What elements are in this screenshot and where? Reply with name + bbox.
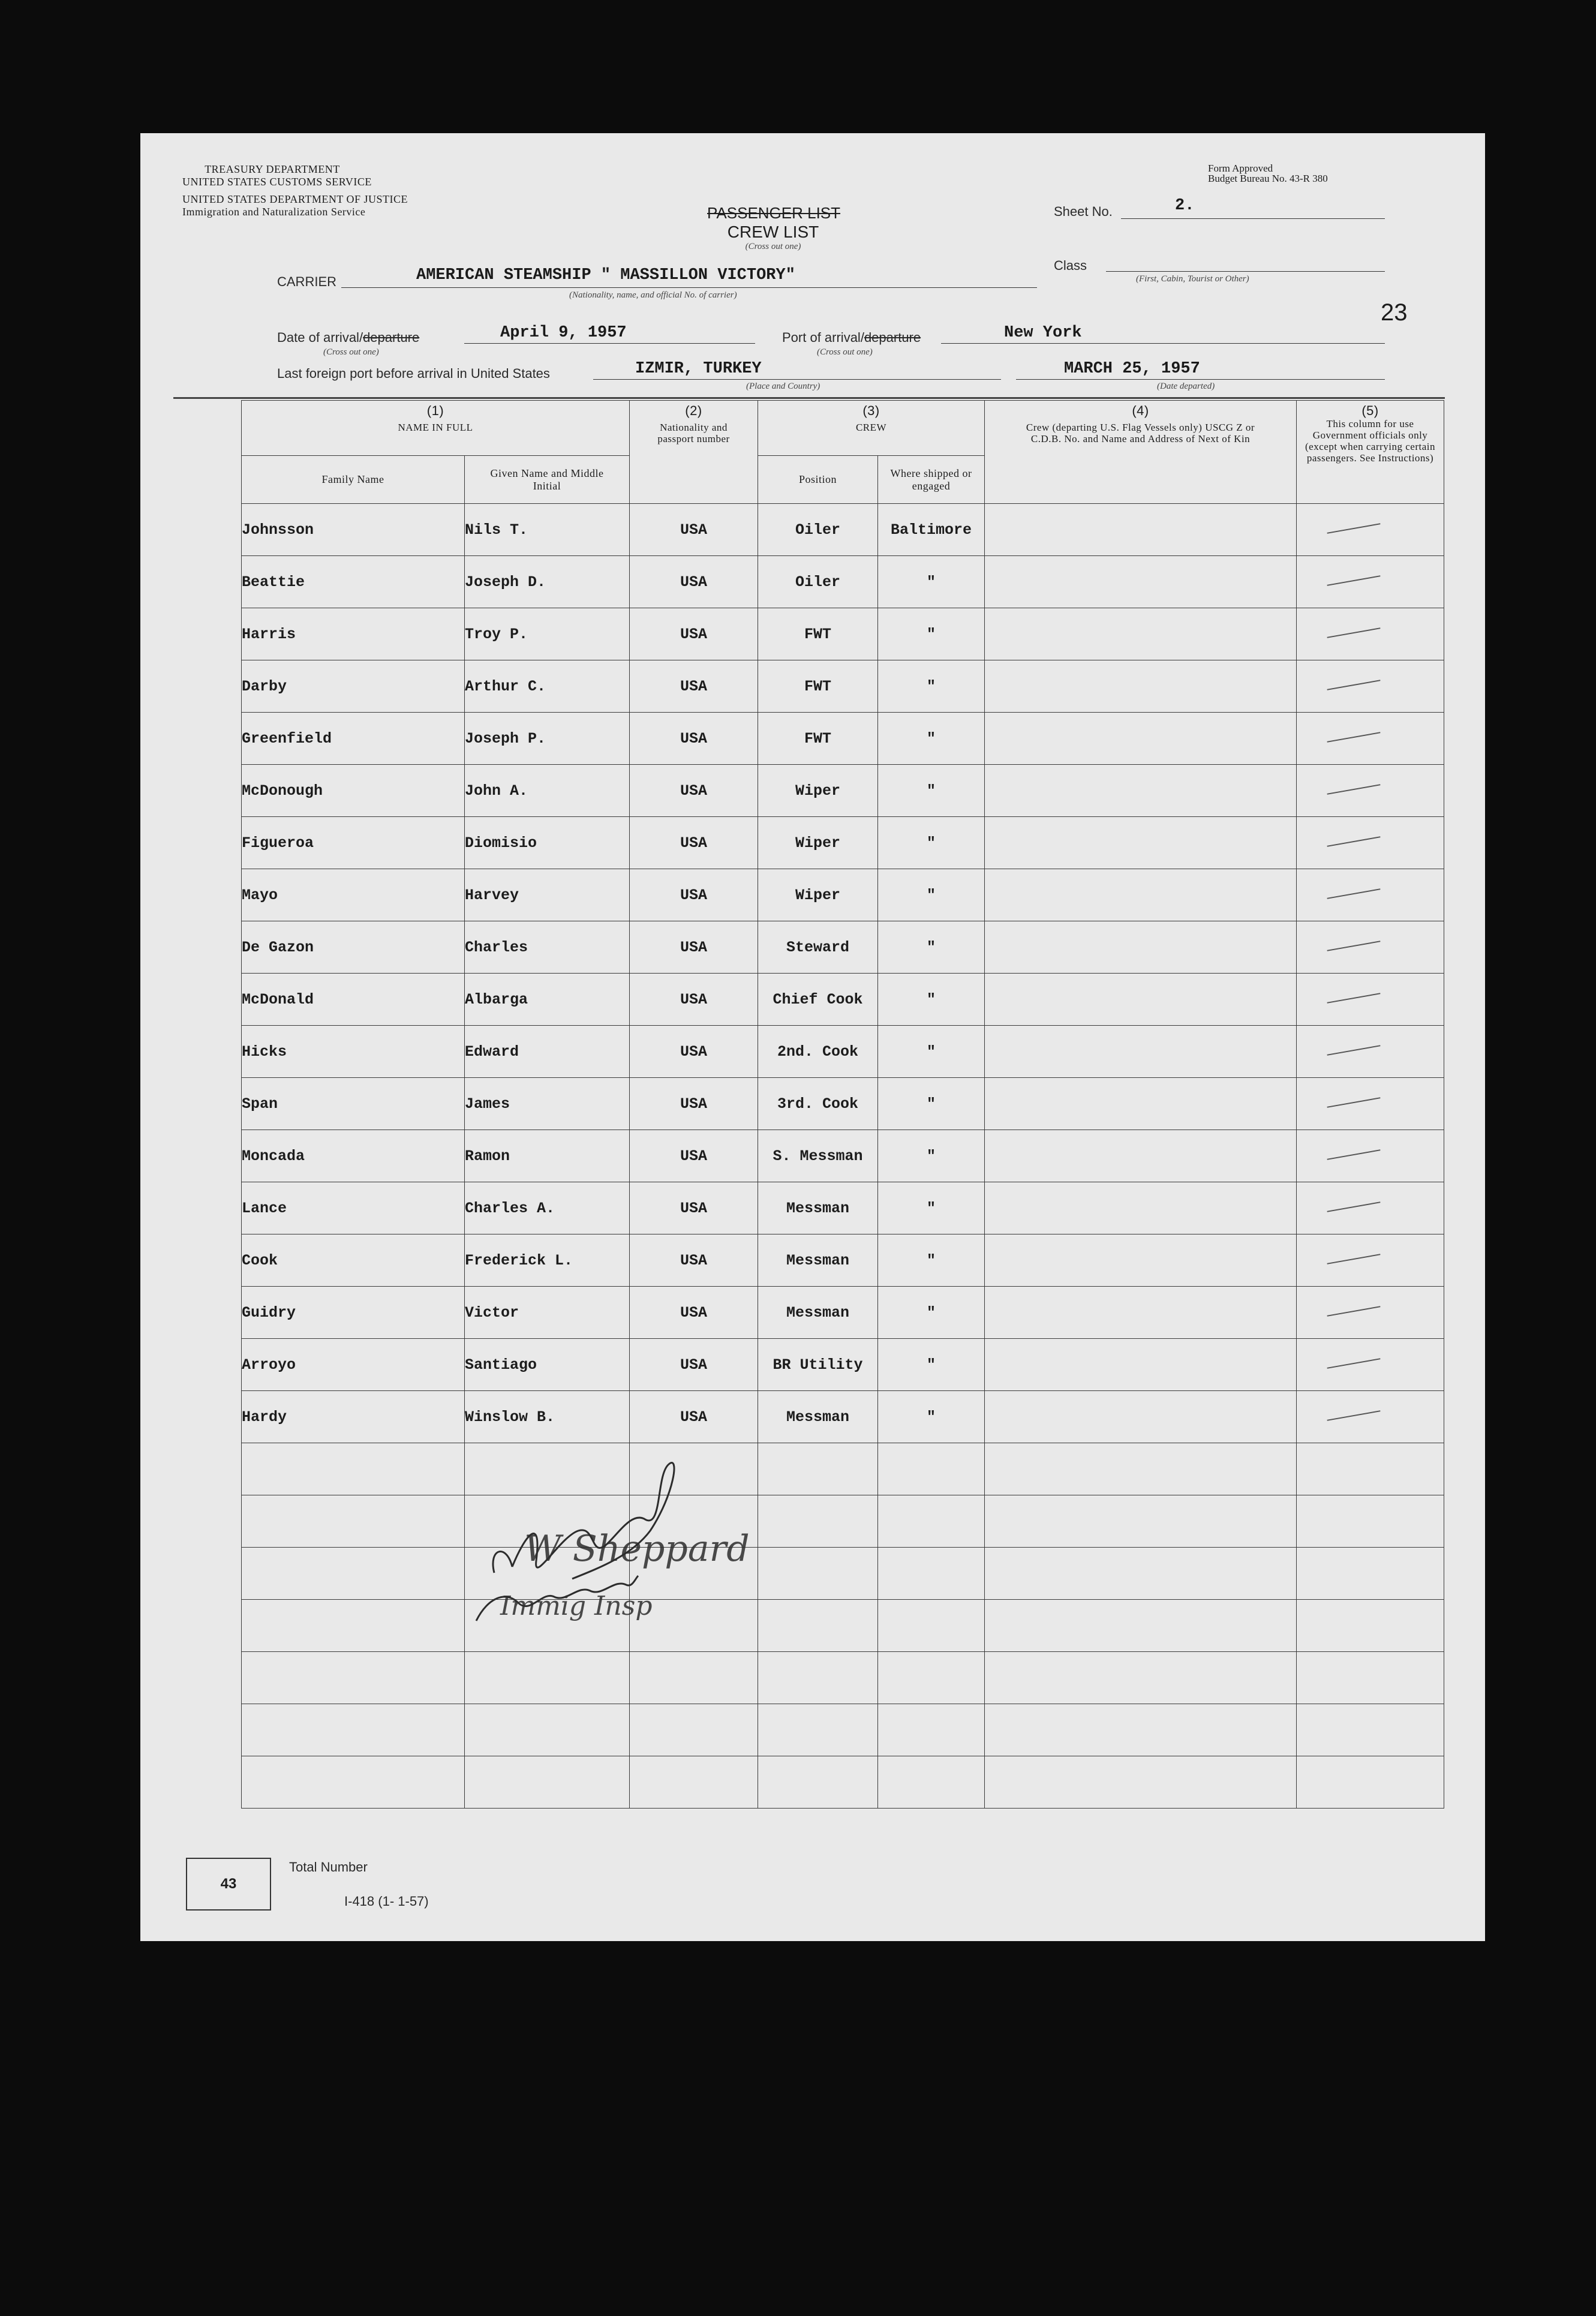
shipped-cell: "	[878, 765, 985, 817]
col-position: Position	[758, 456, 878, 504]
position-cell: Wiper	[758, 817, 878, 869]
departed-value: MARCH 25, 1957	[1064, 360, 1200, 378]
check-mark	[1327, 1045, 1381, 1056]
family-name-cell: McDonough	[242, 765, 465, 817]
position-cell: FWT	[758, 713, 878, 765]
position-cell: 3rd. Cook	[758, 1078, 878, 1130]
class-label: Class	[1054, 258, 1087, 273]
class-hint: (First, Cabin, Tourist or Other)	[1136, 274, 1249, 284]
col-4-header	[985, 401, 1297, 504]
col-3-title: CREW	[855, 422, 887, 433]
next-of-kin-cell	[985, 817, 1297, 869]
position-cell: Messman	[758, 1391, 878, 1443]
blank-row	[242, 1443, 1444, 1495]
given-name-cell: Arthur C.	[465, 660, 630, 713]
official-use-cell	[1297, 713, 1444, 765]
shipped-cell: "	[878, 1182, 985, 1234]
blank-cell	[630, 1652, 758, 1704]
nationality-cell: USA	[630, 504, 758, 556]
shipped-cell: "	[878, 869, 985, 921]
blank-cell	[878, 1600, 985, 1652]
blank-row	[242, 1704, 1444, 1756]
next-of-kin-cell	[985, 713, 1297, 765]
check-mark	[1327, 1410, 1381, 1421]
nationality-cell: USA	[630, 1130, 758, 1182]
check-mark	[1327, 680, 1381, 690]
blank-cell	[1297, 1704, 1444, 1756]
shipped-cell: "	[878, 921, 985, 974]
nationality-cell: USA	[630, 869, 758, 921]
form-approved-block	[1208, 163, 1328, 184]
cross-out-hint: (Cross out one)	[745, 242, 801, 251]
blank-cell	[758, 1443, 878, 1495]
col-4-number: (4)	[1132, 403, 1149, 418]
position-cell: Wiper	[758, 765, 878, 817]
check-mark	[1327, 523, 1381, 534]
blank-cell	[1297, 1495, 1444, 1548]
given-name-cell: Winslow B.	[465, 1391, 630, 1443]
next-of-kin-cell	[985, 869, 1297, 921]
blank-cell	[465, 1652, 630, 1704]
blank-cell	[878, 1495, 985, 1548]
nationality-cell: USA	[630, 713, 758, 765]
official-use-cell	[1297, 1130, 1444, 1182]
next-of-kin-cell	[985, 660, 1297, 713]
blank-cell	[758, 1756, 878, 1809]
shipped-cell: "	[878, 1130, 985, 1182]
next-of-kin-cell	[985, 1026, 1297, 1078]
position-cell: Wiper	[758, 869, 878, 921]
crew-table	[241, 400, 1444, 1809]
table-row	[242, 556, 1444, 608]
table-row	[242, 1078, 1444, 1130]
official-use-cell	[1297, 504, 1444, 556]
given-name-cell: Harvey	[465, 869, 630, 921]
blank-row	[242, 1548, 1444, 1600]
family-name-cell: Harris	[242, 608, 465, 660]
blank-cell	[878, 1443, 985, 1495]
blank-cell	[242, 1600, 465, 1652]
date-arrival-value: April 9, 1957	[500, 324, 627, 342]
nationality-cell: USA	[630, 817, 758, 869]
given-name-cell: Diomisio	[465, 817, 630, 869]
given-name-cell: Joseph P.	[465, 713, 630, 765]
official-use-cell	[1297, 817, 1444, 869]
shipped-cell: "	[878, 713, 985, 765]
nationality-cell: USA	[630, 974, 758, 1026]
nationality-cell: USA	[630, 556, 758, 608]
dept-line-4: Immigration and Naturalization Service	[182, 206, 366, 218]
form-number: I-418 (1- 1-57)	[344, 1894, 429, 1909]
blank-cell	[242, 1756, 465, 1809]
official-use-cell	[1297, 974, 1444, 1026]
blank-row	[242, 1600, 1444, 1652]
position-cell: S. Messman	[758, 1130, 878, 1182]
nationality-cell: USA	[630, 1026, 758, 1078]
family-name-cell: Arroyo	[242, 1339, 465, 1391]
col-3-header	[758, 401, 985, 456]
inspector-signature	[452, 1441, 750, 1627]
position-cell: Messman	[758, 1182, 878, 1234]
blank-cell	[985, 1756, 1297, 1809]
table-row	[242, 1287, 1444, 1339]
blank-cell	[242, 1548, 465, 1600]
next-of-kin-cell	[985, 1234, 1297, 1287]
family-name-cell: Johnsson	[242, 504, 465, 556]
blank-cell	[465, 1704, 630, 1756]
passenger-list-struck: PASSENGER LIST	[707, 204, 841, 222]
blank-cell	[985, 1495, 1297, 1548]
col-2-header	[630, 401, 758, 504]
table-row	[242, 1026, 1444, 1078]
family-name-cell: Mayo	[242, 869, 465, 921]
family-name-cell: Greenfield	[242, 713, 465, 765]
port-arrival-label	[782, 330, 921, 346]
nationality-cell: USA	[630, 1391, 758, 1443]
port-departure-struck: departure	[864, 330, 921, 345]
shipped-cell: Baltimore	[878, 504, 985, 556]
check-mark	[1327, 1097, 1381, 1108]
blank-cell	[242, 1704, 465, 1756]
col-5-number: (5)	[1361, 403, 1379, 418]
carrier-label: CARRIER	[277, 274, 337, 289]
blank-cell	[758, 1652, 878, 1704]
blank-cell	[1297, 1756, 1444, 1809]
table-row	[242, 1182, 1444, 1234]
col-family-name: Family Name	[242, 456, 465, 504]
signature-name: W Sheppard	[524, 1528, 750, 1570]
blank-cell	[630, 1756, 758, 1809]
next-of-kin-cell	[985, 974, 1297, 1026]
family-name-cell: Cook	[242, 1234, 465, 1287]
blank-cell	[878, 1704, 985, 1756]
col-where-shipped: Where shipped or engaged	[878, 456, 985, 504]
table-row	[242, 713, 1444, 765]
shipped-cell: "	[878, 1339, 985, 1391]
position-cell: Chief Cook	[758, 974, 878, 1026]
shipped-cell: "	[878, 660, 985, 713]
official-use-cell	[1297, 1234, 1444, 1287]
next-of-kin-cell	[985, 921, 1297, 974]
table-row	[242, 660, 1444, 713]
col-1-title: NAME IN FULL	[398, 422, 473, 433]
check-mark	[1327, 732, 1381, 743]
col-given-name: Given Name and Middle Initial	[465, 456, 630, 504]
check-mark	[1327, 627, 1381, 638]
family-name-cell: Moncada	[242, 1130, 465, 1182]
blank-cell	[878, 1652, 985, 1704]
carrier-value: AMERICAN STEAMSHIP " MASSILLON VICTORY"	[416, 266, 795, 284]
table-row	[242, 1130, 1444, 1182]
shipped-cell: "	[878, 1026, 985, 1078]
official-use-cell	[1297, 556, 1444, 608]
shipped-cell: "	[878, 1391, 985, 1443]
dept-line-3: UNITED STATES DEPARTMENT OF JUSTICE	[182, 193, 408, 205]
next-of-kin-cell	[985, 1078, 1297, 1130]
blank-cell	[985, 1548, 1297, 1600]
shipped-cell: "	[878, 1234, 985, 1287]
page-number: 23	[1381, 299, 1408, 326]
given-name-cell: Troy P.	[465, 608, 630, 660]
position-cell: Messman	[758, 1234, 878, 1287]
family-name-cell: Figueroa	[242, 817, 465, 869]
port-hint: (Cross out one)	[817, 347, 873, 357]
crew-list-document	[140, 133, 1485, 1941]
date-arrival-text: Date of arrival/	[277, 330, 363, 345]
given-name-cell: Charles A.	[465, 1182, 630, 1234]
col-2-number: (2)	[685, 403, 702, 418]
table-row	[242, 1234, 1444, 1287]
blank-row	[242, 1495, 1444, 1548]
family-name-cell: Darby	[242, 660, 465, 713]
blank-cell	[1297, 1548, 1444, 1600]
list-title	[707, 204, 839, 252]
blank-cell	[985, 1704, 1297, 1756]
next-of-kin-cell	[985, 1287, 1297, 1339]
given-name-cell: Joseph D.	[465, 556, 630, 608]
last-port-value: IZMIR, TURKEY	[635, 360, 762, 378]
date-hint: (Cross out one)	[323, 347, 379, 357]
table-row	[242, 974, 1444, 1026]
given-name-cell: Victor	[465, 1287, 630, 1339]
next-of-kin-cell	[985, 1182, 1297, 1234]
check-mark	[1327, 1149, 1381, 1160]
given-name-cell: Santiago	[465, 1339, 630, 1391]
total-number-box: 43	[186, 1858, 271, 1911]
nationality-cell: USA	[630, 1287, 758, 1339]
date-departure-struck: departure	[363, 330, 420, 345]
crew-table-body	[242, 504, 1444, 1809]
budget-bureau: Budget Bureau No. 43-R 380	[1208, 173, 1328, 184]
blank-cell	[242, 1443, 465, 1495]
table-row	[242, 765, 1444, 817]
position-cell: FWT	[758, 608, 878, 660]
check-mark	[1327, 888, 1381, 899]
nationality-cell: USA	[630, 660, 758, 713]
given-name-cell: Ramon	[465, 1130, 630, 1182]
department-block	[182, 163, 408, 218]
official-use-cell	[1297, 1078, 1444, 1130]
blank-cell	[242, 1652, 465, 1704]
check-mark	[1327, 836, 1381, 847]
given-name-cell: Frederick L.	[465, 1234, 630, 1287]
nationality-cell: USA	[630, 921, 758, 974]
official-use-cell	[1297, 921, 1444, 974]
official-use-cell	[1297, 1182, 1444, 1234]
given-name-cell: Nils T.	[465, 504, 630, 556]
sheet-label: Sheet No.	[1054, 204, 1113, 219]
next-of-kin-cell	[985, 1391, 1297, 1443]
next-of-kin-cell	[985, 1130, 1297, 1182]
given-name-cell: James	[465, 1078, 630, 1130]
nationality-cell: USA	[630, 608, 758, 660]
nationality-cell: USA	[630, 1234, 758, 1287]
check-mark	[1327, 784, 1381, 795]
signature-title: Immig Insp	[500, 1591, 653, 1621]
blank-row	[242, 1652, 1444, 1704]
blank-cell	[758, 1548, 878, 1600]
carrier-hint: (Nationality, name, and official No. of carrier)	[569, 290, 737, 300]
blank-cell	[1297, 1443, 1444, 1495]
blank-row	[242, 1756, 1444, 1809]
crew-list-title: CREW LIST	[727, 223, 819, 241]
blank-cell	[985, 1443, 1297, 1495]
position-cell: FWT	[758, 660, 878, 713]
official-use-cell	[1297, 869, 1444, 921]
official-use-cell	[1297, 1026, 1444, 1078]
blank-cell	[1297, 1600, 1444, 1652]
total-number-label: Total Number	[289, 1860, 368, 1875]
blank-cell	[758, 1600, 878, 1652]
given-name-cell: Albarga	[465, 974, 630, 1026]
table-row	[242, 921, 1444, 974]
blank-cell	[985, 1600, 1297, 1652]
next-of-kin-cell	[985, 556, 1297, 608]
blank-cell	[630, 1704, 758, 1756]
check-mark	[1327, 941, 1381, 951]
col-3-number: (3)	[862, 403, 880, 418]
check-mark	[1327, 1254, 1381, 1264]
blank-cell	[465, 1756, 630, 1809]
shipped-cell: "	[878, 608, 985, 660]
next-of-kin-cell	[985, 765, 1297, 817]
shipped-cell: "	[878, 817, 985, 869]
date-arrival-label	[277, 330, 419, 346]
family-name-cell: McDonald	[242, 974, 465, 1026]
next-of-kin-cell	[985, 1339, 1297, 1391]
blank-cell	[242, 1495, 465, 1548]
next-of-kin-cell	[985, 504, 1297, 556]
given-name-cell: John A.	[465, 765, 630, 817]
col-1-number: (1)	[426, 403, 444, 418]
blank-cell	[878, 1756, 985, 1809]
given-name-cell: Charles	[465, 921, 630, 974]
table-row	[242, 1391, 1444, 1443]
nationality-cell: USA	[630, 1182, 758, 1234]
blank-cell	[1297, 1652, 1444, 1704]
col-1-header	[242, 401, 630, 456]
table-row	[242, 504, 1444, 556]
blank-cell	[758, 1495, 878, 1548]
shipped-cell: "	[878, 1078, 985, 1130]
family-name-cell: Hicks	[242, 1026, 465, 1078]
blank-cell	[758, 1704, 878, 1756]
col-5-title: This column for use Government officials only (except when carrying certain passengers. See Instructions)	[1305, 418, 1435, 464]
position-cell: Oiler	[758, 504, 878, 556]
family-name-cell: Beattie	[242, 556, 465, 608]
official-use-cell	[1297, 765, 1444, 817]
position-cell: 2nd. Cook	[758, 1026, 878, 1078]
given-name-cell: Edward	[465, 1026, 630, 1078]
col-5-header	[1297, 401, 1444, 504]
port-arrival-text: Port of arrival/	[782, 330, 864, 345]
dept-line-1: TREASURY DEPARTMENT	[205, 163, 340, 175]
position-cell: Oiler	[758, 556, 878, 608]
family-name-cell: Hardy	[242, 1391, 465, 1443]
check-mark	[1327, 1358, 1381, 1369]
table-row	[242, 869, 1444, 921]
sheet-value: 2.	[1175, 197, 1195, 215]
nationality-cell: USA	[630, 1339, 758, 1391]
shipped-cell: "	[878, 974, 985, 1026]
check-mark	[1327, 1201, 1381, 1212]
dept-line-2: UNITED STATES CUSTOMS SERVICE	[182, 176, 372, 188]
last-port-hint: (Place and Country)	[746, 382, 820, 391]
departed-hint: (Date departed)	[1157, 382, 1215, 391]
position-cell: Steward	[758, 921, 878, 974]
official-use-cell	[1297, 1287, 1444, 1339]
check-mark	[1327, 575, 1381, 586]
official-use-cell	[1297, 1339, 1444, 1391]
check-mark	[1327, 1306, 1381, 1317]
nationality-cell: USA	[630, 1078, 758, 1130]
official-use-cell	[1297, 660, 1444, 713]
family-name-cell: Guidry	[242, 1287, 465, 1339]
blank-cell	[878, 1548, 985, 1600]
next-of-kin-cell	[985, 608, 1297, 660]
shipped-cell: "	[878, 556, 985, 608]
official-use-cell	[1297, 1391, 1444, 1443]
family-name-cell: Span	[242, 1078, 465, 1130]
shipped-cell: "	[878, 1287, 985, 1339]
family-name-cell: Lance	[242, 1182, 465, 1234]
blank-cell	[985, 1652, 1297, 1704]
nationality-cell: USA	[630, 765, 758, 817]
table-row	[242, 608, 1444, 660]
official-use-cell	[1297, 608, 1444, 660]
table-row	[242, 1339, 1444, 1391]
last-port-label: Last foreign port before arrival in United States	[277, 366, 550, 381]
family-name-cell: De Gazon	[242, 921, 465, 974]
position-cell: BR Utility	[758, 1339, 878, 1391]
position-cell: Messman	[758, 1287, 878, 1339]
port-arrival-value: New York	[1004, 324, 1082, 342]
form-approved: Form Approved	[1208, 163, 1273, 174]
table-row	[242, 817, 1444, 869]
col-4-title: Crew (departing U.S. Flag Vessels only) USCG Z or C.D.B. No. and Name and Address of Next of Kin	[1026, 422, 1255, 444]
check-mark	[1327, 993, 1381, 1004]
col-2-title: Nationality and passport number	[657, 422, 730, 444]
